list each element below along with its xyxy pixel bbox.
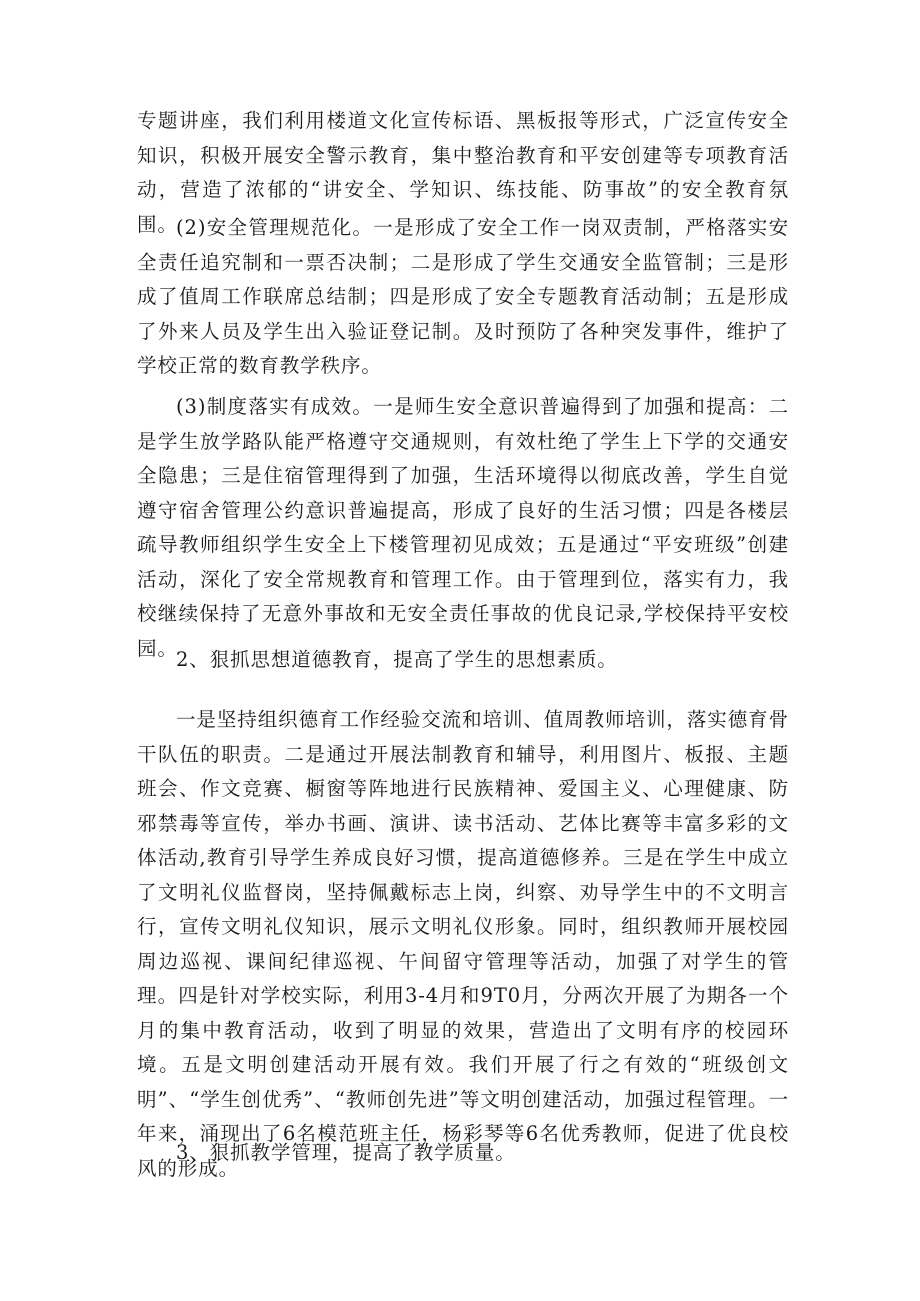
section-heading-teaching-management: 3、狠抓教学管理，提高了教学质量。	[176, 1141, 516, 1164]
paragraph-safety-management: (2)安全管理规范化。一是形成了安全工作一岗双责制，严格落实安全责任追究制和一票否决制；二是形成了学生交通安全监管制；三是形成了值周工作联席总结制；四是形成了安全专题教育活动制；五是形成了外来人员及学生出入验证登记制。及时预防了各种突发事件，维护了学校正常的数育教学秩序。	[137, 216, 789, 377]
paragraph-moral-education: 一是坚持组织德育工作经验交流和培训、值周教师培训，落实德育骨干队伍的职责。二是通过开展法制教育和辅导，利用图片、板报、主题班会、作文竞赛、橱窗等阵地进行民族精神、爱国主义、心理健康、防邪禁毒等宣传，举办书画、演讲、读书活动、艺体比赛等丰富多彩的文体活动,教育引导学生养成良好习惯，提高道德修养。三是在学生中成立了文明礼仪监督岗，坚持佩戴标志上岗，纠察、劝导学生中的不文明言行，宣传文明礼仪知识，展示文明礼仪形象。同时，组织教师开展校园周边巡视、课间纪律巡视、午间留守管理等活动，加强了对学生的管理。四是针对学校实际，利用3-4月和9T0月，分两次开展了为期各一个月的集中教育活动，收到了明显的效果，营造出了文明有序的校园环境。五是文明创建活动开展有效。我们开展了行之有效的“班级创文明”、“学生创优秀”、“教师创先进”等文明创建活动，加强过程管理。一年来，涌现出了6名模范班主任，杨彩琴等6名优秀教师，促进了优良校风的形成。	[137, 708, 789, 1180]
paragraph-system-implementation: (3)制度落实有成效。一是师生安全意识普遍得到了加强和提高：二是学生放学路队能严格遵守交通规则，有效杜绝了学生上下学的交通安全隐患；三是住宿管理得到了加强，生活环境得以彻底改善，学生自觉遵守宿舍管理公约意识普遍提高，形成了良好的生活习惯；四是各楼层疏导教师组织学生安全上下楼管理初见成效；五是通过“平安班级”创建活动，深化了安全常规教育和管理工作。由于管理到位，落实有力，我校继续保持了无意外事故和无安全责任事故的优良记录,学校保持平安校园。	[137, 395, 789, 660]
section-heading-moral-education: 2、狠抓思想道德教育，提高了学生的思想素质。	[176, 648, 618, 671]
paragraph-safety-education-atmosphere: 专题讲座，我们利用楼道文化宣传标语、黑板报等形式，广泛宣传安全知识，积极开展安全警示教育，集中整治教育和平安创建等专项教育活动，营造了浓郁的“讲安全、学知识、练技能、防事故”的安全教育氛围。	[137, 109, 789, 236]
